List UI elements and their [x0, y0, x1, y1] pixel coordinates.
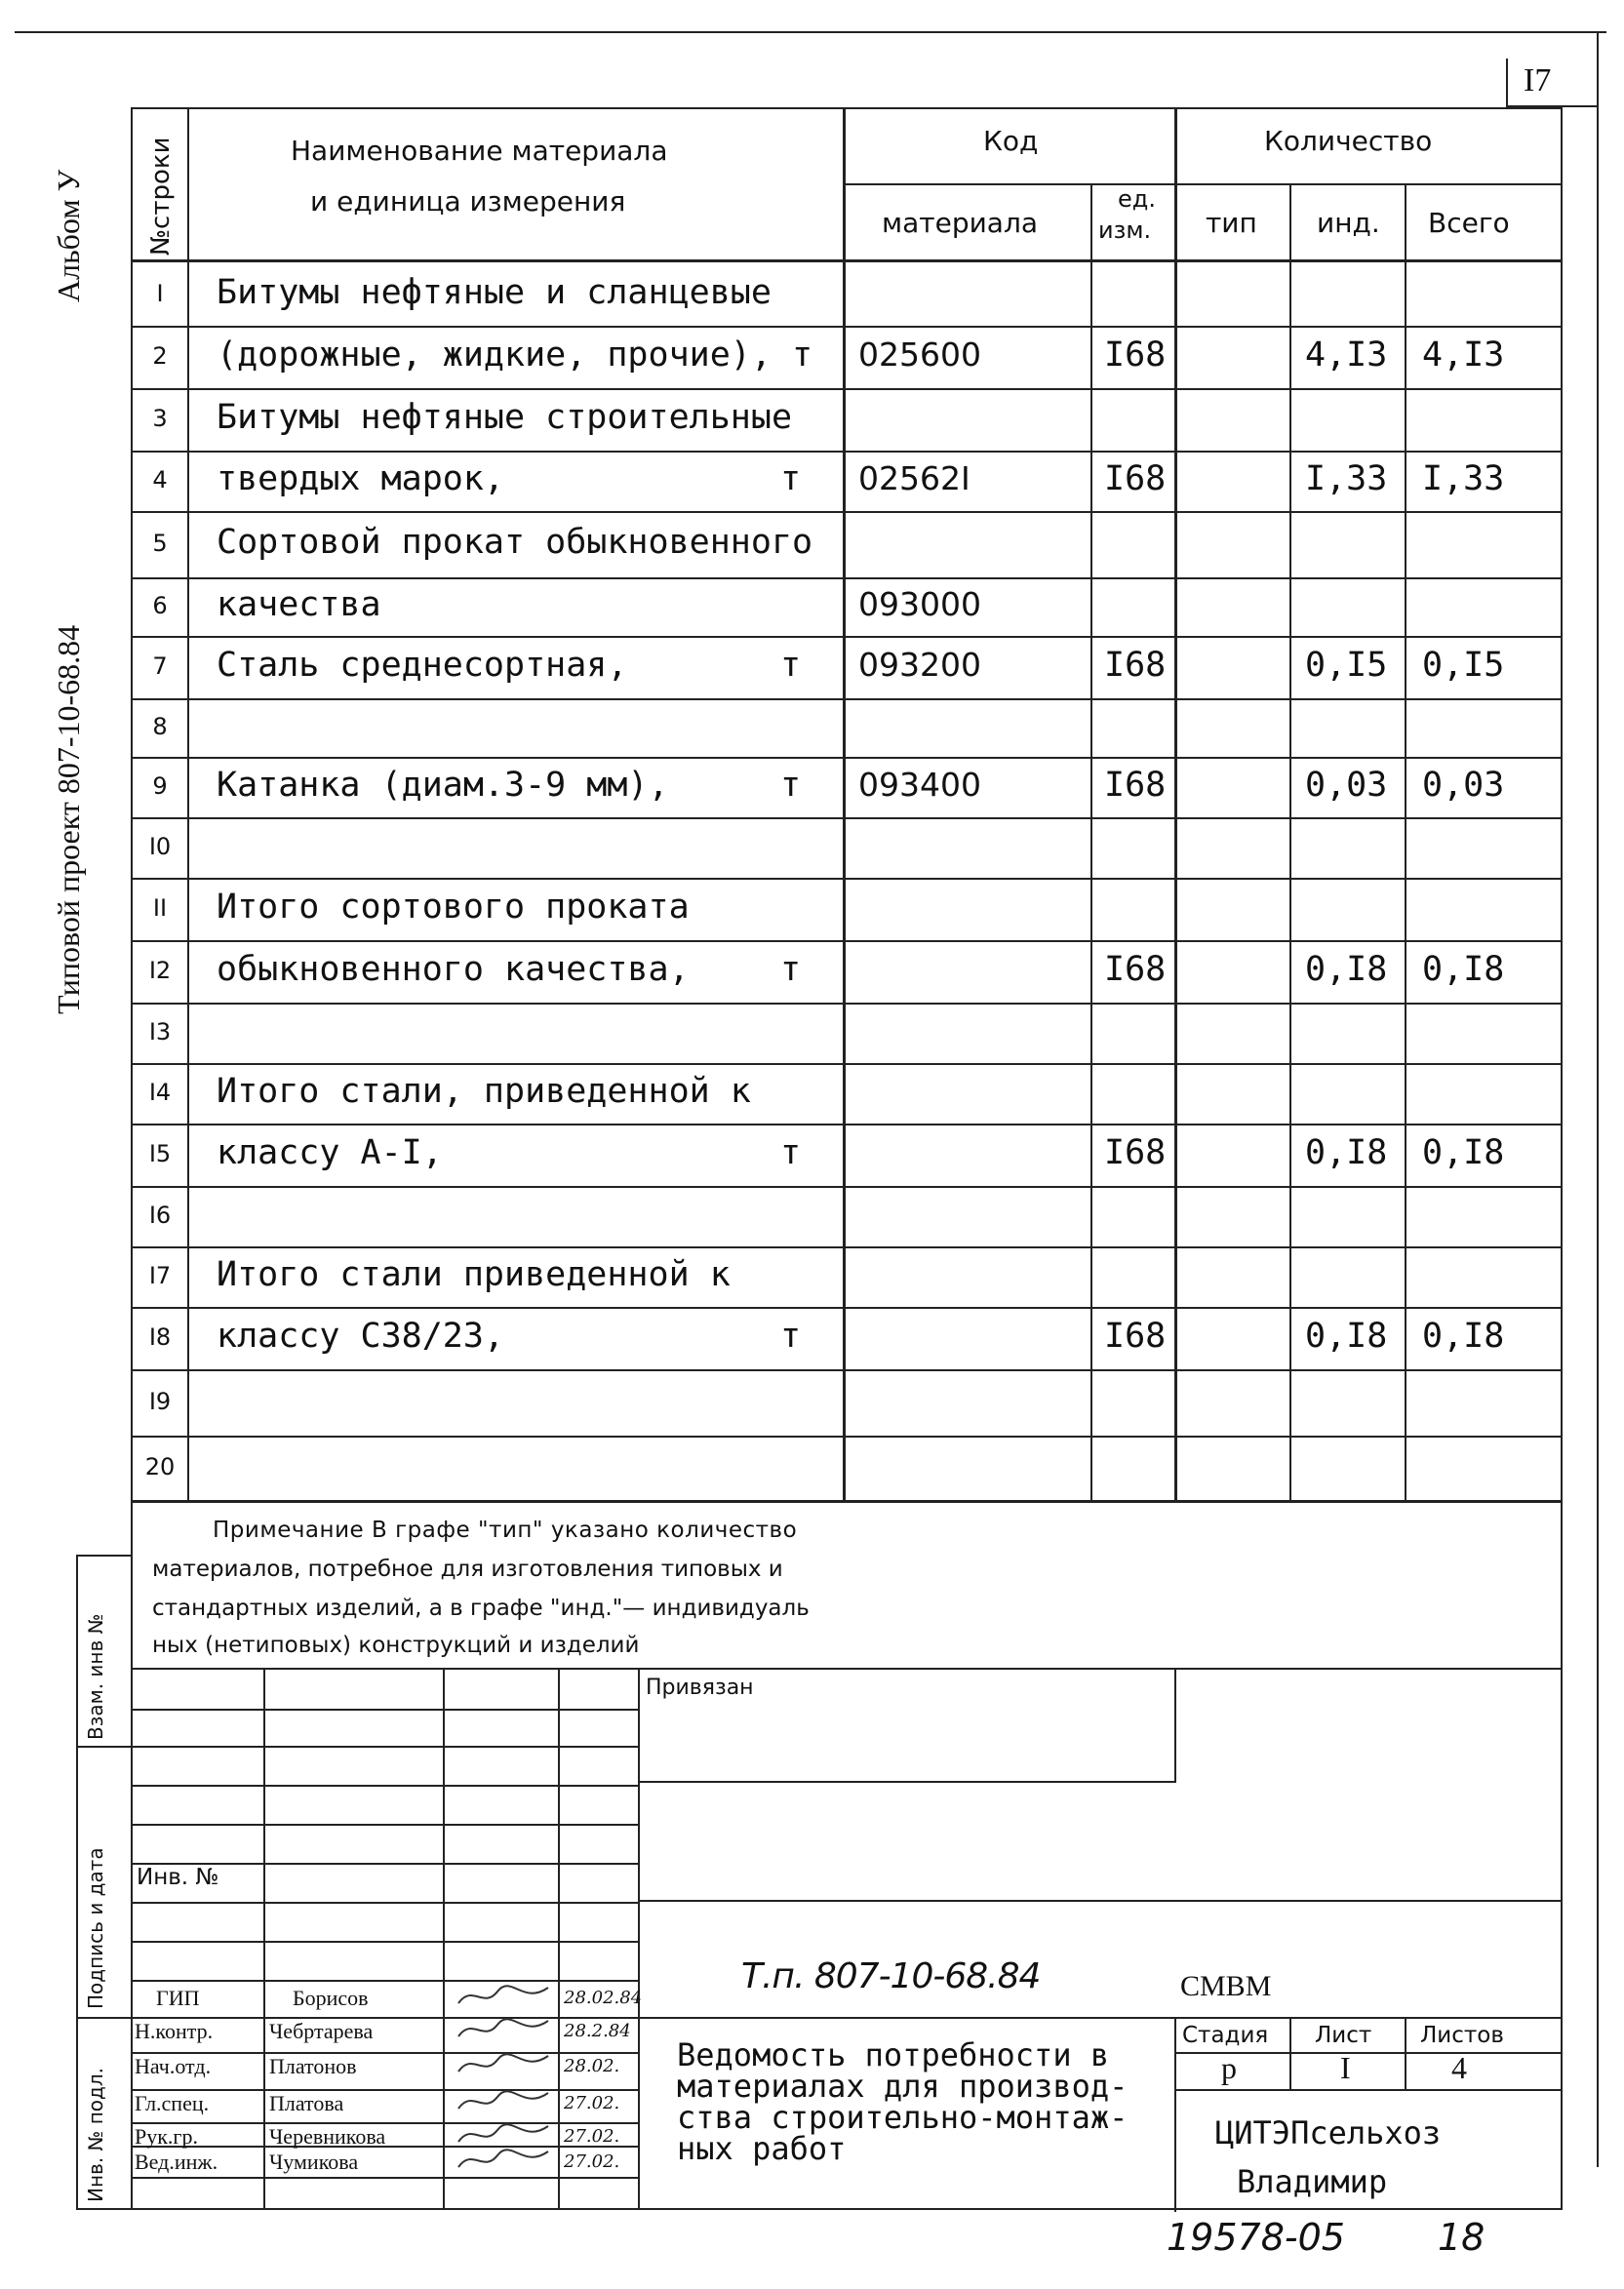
row-divider	[131, 940, 1563, 942]
row-no-header: №строки	[146, 137, 176, 256]
sheets-value: 4	[1451, 2050, 1467, 2085]
page-number: 18	[1438, 2216, 1485, 2259]
material-unit-suffix: т	[780, 459, 802, 498]
name-header-line1: Наименование материала	[291, 135, 668, 167]
org-line-1: ЦИТЭПсельхоз	[1215, 2114, 1442, 2151]
signature-mark	[455, 1982, 552, 2016]
row-divider	[131, 1369, 1563, 1371]
row-divider	[131, 1307, 1563, 1309]
sheet-value: I	[1340, 2050, 1351, 2085]
note-line-3: стандартных изделий, а в графе "инд."— индивидуаль	[152, 1596, 810, 1621]
row-divider	[131, 577, 1563, 579]
material-code: 093200	[858, 646, 981, 684]
material-name: классу С38/23,	[217, 1317, 505, 1356]
unit-code: I68	[1104, 459, 1167, 498]
row-number: 9	[152, 772, 168, 800]
quantity-total: I,33	[1422, 459, 1505, 498]
row-divider	[131, 1124, 1563, 1125]
doc-code: Т.п. 807-10-68.84	[741, 1956, 1041, 1996]
signer-name: Чумикова	[269, 2150, 359, 2174]
signer-date: 28.02.84	[564, 1988, 643, 2008]
quantity-ind: I,33	[1305, 459, 1388, 498]
code-header: Код	[983, 125, 1039, 157]
material-name: Итого стали, приведенной к	[217, 1072, 751, 1111]
signature-mark	[455, 2146, 552, 2180]
row-divider	[131, 388, 1563, 390]
row-number: I9	[148, 1388, 172, 1415]
material-name: обыкновенного качества,	[217, 950, 690, 989]
material-unit-suffix: т	[780, 950, 802, 989]
material-name: качества	[217, 585, 381, 624]
signer-name: Платонов	[269, 2054, 357, 2078]
signer-name: Борисов	[293, 1986, 369, 2010]
unit-code: I68	[1104, 1133, 1167, 1172]
signer-name: Чебртарева	[269, 2019, 374, 2043]
material-unit-suffix: т	[780, 646, 802, 685]
note-line-2: материалов, потребное для изготовления типовых и	[152, 1557, 783, 1582]
signature-mark	[455, 2050, 552, 2084]
code-unit-header-2: изм.	[1098, 217, 1152, 244]
code-unit-header-1: ед.	[1118, 185, 1156, 213]
sheets-label: Листов	[1420, 2023, 1504, 2048]
side-podpis-data: Подпись и дата	[84, 1847, 107, 2009]
row-number: I5	[148, 1140, 172, 1167]
title-line-4: ных работ	[677, 2130, 847, 2167]
quantity-ind: 0,03	[1305, 766, 1388, 805]
material-name: Битумы нефтяные строительные	[217, 398, 793, 437]
row-number: I4	[148, 1079, 172, 1106]
material-name: Катанка (диам.3-9 мм),	[217, 766, 669, 805]
row-divider	[131, 1063, 1563, 1065]
unit-code: I68	[1104, 335, 1167, 375]
quantity-header: Количество	[1264, 125, 1433, 157]
name-header-line2: и единица измерения	[310, 185, 626, 217]
unit-code: I68	[1104, 766, 1167, 805]
signer-name: Черевникова	[269, 2124, 386, 2149]
row-divider	[131, 326, 1563, 328]
row-divider	[131, 451, 1563, 453]
row-number: 6	[152, 592, 168, 619]
row-number: I	[156, 280, 164, 307]
row-divider	[131, 1003, 1563, 1005]
row-divider	[131, 757, 1563, 759]
material-name: твердых марок,	[217, 459, 505, 498]
row-number: I0	[148, 833, 172, 860]
signature-mark	[455, 2015, 552, 2049]
material-unit-suffix: т	[780, 1133, 802, 1172]
quantity-ind: 0,I8	[1305, 1133, 1388, 1172]
row-number: II	[152, 894, 168, 922]
row-divider	[131, 636, 1563, 638]
title-line-3: ства строительно-монтаж-	[677, 2099, 1129, 2136]
quantity-total: 4,I3	[1422, 335, 1505, 375]
row-number: 8	[152, 713, 168, 740]
row-number: I7	[148, 1262, 172, 1289]
material-unit-suffix: т	[780, 1317, 802, 1356]
material-unit-suffix: т	[780, 766, 802, 805]
quantity-total-header: Всего	[1428, 207, 1510, 239]
row-divider	[131, 817, 1563, 819]
material-name: классу А-I,	[217, 1133, 443, 1172]
stage-label: Стадия	[1182, 2023, 1269, 2048]
signer-date: 28.2.84	[564, 2021, 631, 2041]
signer-role: Рук.гр.	[135, 2124, 198, 2149]
signer-date: 27.02.	[564, 2151, 620, 2172]
quantity-ind: 0,I8	[1305, 1317, 1388, 1356]
signer-date: 27.02.	[564, 2126, 620, 2147]
signer-role: Н.контр.	[135, 2019, 214, 2043]
title-line-1: Ведомость потребности в	[677, 2036, 1110, 2073]
row-divider	[131, 878, 1563, 880]
signer-name: Платова	[269, 2091, 344, 2115]
signer-role: Нач.отд.	[135, 2054, 212, 2078]
unit-code: I68	[1104, 950, 1167, 989]
sheet-number: I7	[1524, 62, 1552, 99]
privyazan-label: Привязан	[646, 1676, 754, 1700]
quantity-total: 0,I8	[1422, 950, 1505, 989]
row-number: 5	[152, 530, 168, 557]
row-number: 7	[152, 652, 168, 680]
row-divider	[131, 698, 1563, 700]
row-divider	[131, 1246, 1563, 1248]
material-name: Сталь среднесортная,	[217, 646, 628, 685]
side-inv-podl: Инв. № подл.	[84, 2068, 107, 2202]
material-code: 093000	[858, 585, 981, 623]
signer-role: Гл.спец.	[135, 2091, 210, 2115]
quantity-total: 0,03	[1422, 766, 1505, 805]
material-name: Сортовой прокат обыкновенного	[217, 523, 813, 562]
signer-date: 28.02.	[564, 2056, 620, 2076]
signer-date: 27.02.	[564, 2093, 620, 2113]
unit-code: I68	[1104, 1317, 1167, 1356]
material-code: 093400	[858, 766, 981, 804]
code-material-header: материала	[882, 207, 1039, 239]
side-vzam-inv: Взам. инв №	[84, 1613, 107, 1740]
row-number: 4	[152, 466, 168, 493]
row-divider	[131, 511, 1563, 513]
row-number: 2	[152, 342, 168, 370]
row-number: I6	[148, 1202, 172, 1229]
unit-code: I68	[1104, 646, 1167, 685]
note-line-4: ных (нетиповых) конструкций и изделий	[152, 1633, 640, 1658]
material-name: Итого стали приведенной к	[217, 1255, 731, 1294]
quantity-ind: 0,I5	[1305, 646, 1388, 685]
title-line-2: материалах для производ-	[677, 2068, 1129, 2105]
smbm-label: СМВМ	[1180, 1970, 1272, 2002]
quantity-ind: 4,I3	[1305, 335, 1388, 375]
row-number: I3	[148, 1018, 172, 1046]
signature-mark	[455, 2087, 552, 2121]
row-number: 3	[152, 405, 168, 432]
quantity-total: 0,I8	[1422, 1317, 1505, 1356]
material-name: Битумы нефтяные и сланцевые	[217, 273, 772, 312]
quantity-ind-header: инд.	[1317, 207, 1380, 239]
material-name: (дорожные, жидкие, прочие), т	[217, 335, 813, 375]
signer-role: Вед.инж.	[135, 2150, 218, 2174]
album-label: Альбом У	[51, 169, 86, 302]
material-code: 02562I	[858, 459, 970, 497]
material-name: Итого сортового проката	[217, 888, 690, 927]
row-number: I8	[148, 1323, 172, 1351]
signer-role: ГИП	[156, 1986, 200, 2010]
org-line-2: Владимир	[1237, 2163, 1388, 2200]
row-divider	[131, 1436, 1563, 1438]
material-code: 025600	[858, 335, 981, 374]
stage-value: р	[1221, 2050, 1237, 2085]
inv-no-label: Инв. №	[137, 1865, 226, 1890]
quantity-ind: 0,I8	[1305, 950, 1388, 989]
row-divider	[131, 1186, 1563, 1188]
project-label: Типовой проект 807-10-68.84	[51, 624, 86, 1014]
quantity-total: 0,I5	[1422, 646, 1505, 685]
row-number: I2	[148, 957, 172, 984]
note-line-1: Примечание В графе "тип" указано количество	[213, 1518, 798, 1543]
row-number: 20	[144, 1453, 176, 1480]
archive-number: 19578-05	[1167, 2216, 1345, 2259]
quantity-total: 0,I8	[1422, 1133, 1505, 1172]
sheet-label: Лист	[1315, 2023, 1372, 2048]
quantity-type-header: тип	[1206, 207, 1257, 239]
